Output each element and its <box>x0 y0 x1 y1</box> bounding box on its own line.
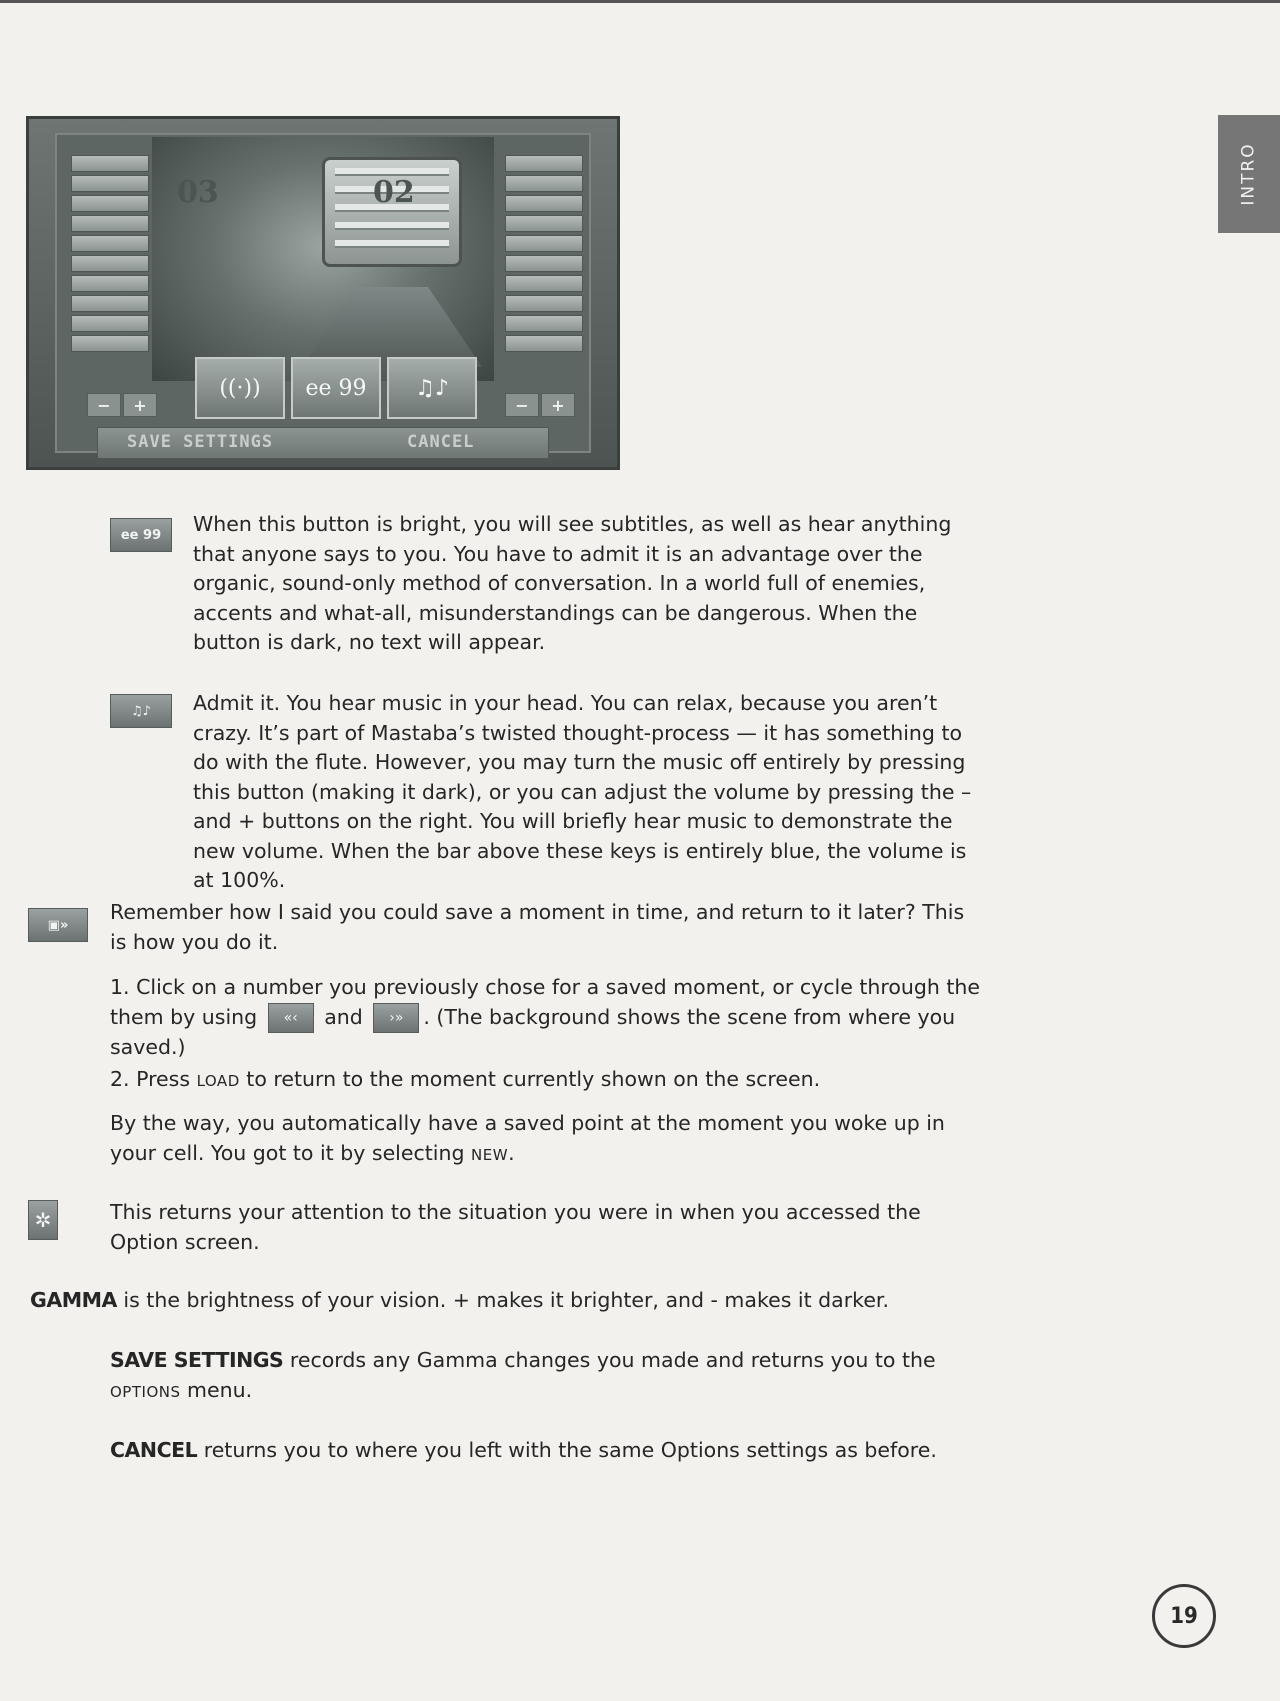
intro-side-tab <box>1218 115 1280 233</box>
gamma-paragraph <box>30 1286 990 1316</box>
cancel-paragraph <box>110 1436 990 1466</box>
gamma-text: is the brightness of your vision. + makes it brighter, and - makes it darker. <box>123 1288 889 1312</box>
cancel-text: returns you to where you left with the same Options settings as before. <box>203 1438 937 1462</box>
volume-bars-right <box>505 155 583 355</box>
cycle-right-button: ›» <box>373 1003 419 1033</box>
volume-bars-left <box>71 155 149 355</box>
return-paragraph: This returns your attention to the situation you were in when you accessed the Option screen. <box>110 1200 921 1254</box>
corridor-scene <box>152 137 494 381</box>
load-step-2 <box>110 1065 990 1097</box>
new-key: NEW <box>471 1145 509 1164</box>
corridor-door <box>322 157 462 267</box>
gamma-plus-button[interactable]: + <box>123 393 157 417</box>
load-note <box>110 1109 990 1170</box>
options-key: OPTIONS <box>110 1382 181 1401</box>
load-step-2-text-b: to return to the moment currently shown on the screen. <box>246 1067 821 1091</box>
intro-side-tab-label: INTRO <box>1239 142 1259 206</box>
music-icon: ♫♪ <box>110 694 172 728</box>
volume-minus-button[interactable]: − <box>505 393 539 417</box>
volume-plus-button[interactable]: + <box>541 393 575 417</box>
save-settings-term: SAVE SETTINGS <box>110 1348 284 1372</box>
page-number: 19 <box>1152 1584 1216 1648</box>
load-step-1-text-a: 1. Click on a number you previously chose for a saved moment, or cycle through the them by using <box>110 975 981 1029</box>
load-key: LOAD <box>196 1072 240 1090</box>
save-settings-button[interactable]: SAVE SETTINGS <box>127 432 274 452</box>
load-paragraph: Remember how I said you could save a moment in time, and return to it later? This is how you do it. <box>110 900 965 954</box>
load-step-1 <box>110 973 990 1062</box>
gamma-term: GAMMA <box>30 1288 117 1312</box>
subtitles-paragraph: When this button is bright, you will see subtitles, as well as hear anything that anyone says to you. You have to admit it is an advantage over the organic, sound-only method of conversation. In a world full of enemies, accents and what-all, misunderstandings can be dangerous. When the button is dark, no text will appear. <box>193 512 952 654</box>
save-settings-text-a: records any Gamma changes you made and returns you to the <box>289 1348 936 1372</box>
options-screenshot <box>26 116 620 470</box>
save-settings-text-b: menu. <box>187 1377 253 1402</box>
cycle-left-button: «‹ <box>268 1003 314 1033</box>
save-settings-paragraph <box>110 1346 990 1407</box>
sound-toggle-button[interactable]: ((·)) <box>195 357 285 419</box>
corridor-floor <box>302 287 482 367</box>
return-icon: ✲ <box>28 1200 58 1240</box>
load-step-2-text-a: 2. Press <box>110 1067 191 1091</box>
subtitle-toggle-button[interactable]: ee 99 <box>291 357 381 419</box>
slot-number-left: 03 <box>177 175 219 210</box>
gamma-minus-button[interactable]: − <box>87 393 121 417</box>
load-icon: ▣» <box>28 908 88 942</box>
cancel-term: CANCEL <box>110 1438 198 1462</box>
top-rule <box>0 0 1280 3</box>
subtitle-icon: ee 99 <box>110 518 172 552</box>
slot-number-right: 02 <box>373 175 415 210</box>
screenshot-frame <box>55 133 591 453</box>
load-step-1-and: and <box>324 1004 363 1029</box>
load-step-1-text-b: . (The background shows the scene from where you saved.) <box>110 1004 956 1059</box>
music-toggle-button[interactable]: ♫♪ <box>387 357 477 419</box>
load-note-text-b: . <box>508 1140 515 1165</box>
load-note-text-a: By the way, you automatically have a saved point at the moment you woke up in your cell. You got to it by selecting <box>110 1111 945 1165</box>
cancel-button[interactable]: CANCEL <box>407 432 475 452</box>
music-paragraph: Admit it. You hear music in your head. You can relax, because you aren’t crazy. It’s part of Mastaba’s twisted thought-process — it has something to do with the flute. However, you may turn the music off entirely by pressing this button (making it dark), or you can adjust the volume by pressing the – and + buttons on the right. You will briefly hear music to demonstrate the new volume. When the bar above these keys is entirely blue, the volume is at 100%. <box>193 691 972 892</box>
